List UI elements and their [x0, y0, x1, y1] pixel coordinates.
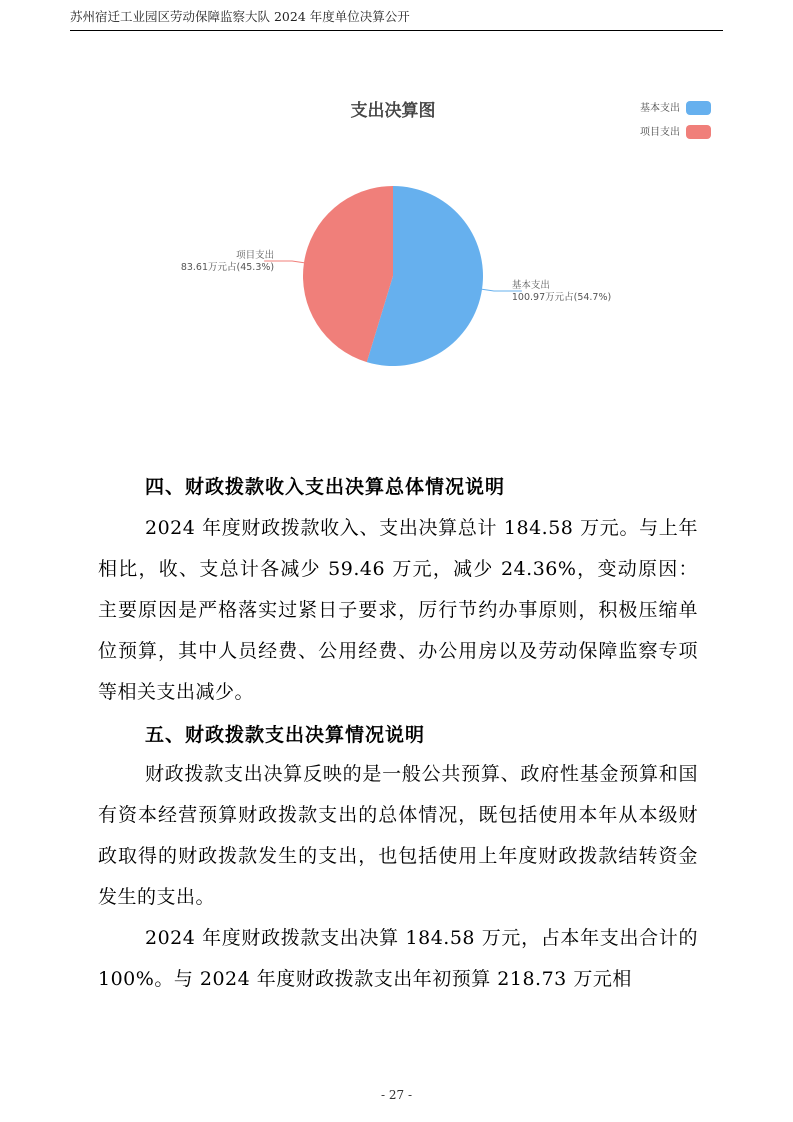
pie-label-name-1: 基本支出 — [511, 280, 550, 292]
expenditure-pie-chart — [0, 0, 793, 440]
legend-label-1: 基本支出 — [640, 103, 680, 114]
section-5-title: 五、财政拨款支出决算情况说明 — [145, 724, 426, 746]
page-number: - 27 - — [380, 1088, 412, 1102]
pie-slices — [303, 186, 483, 366]
section-4-paragraph: 2024 年度财政拨款收入、支出决算总计 184.58 万元。与上年相比，收、支总计各减少 59.46 万元，减少 24.36%，变动原因：主要原因是严格落实过紧日子要求，厉行节约办事原则，积极压缩单位预算，其中人员经费、公用经费、办公用房以及劳动保障监察专项等相关支出减少。 — [98, 517, 698, 703]
chart-title: 支出决算图 — [350, 101, 436, 121]
legend-label-2: 项目支出 — [640, 127, 680, 138]
section-5-paragraph-2: 2024 年度财政拨款支出决算 184.58 万元，占本年支出合计的 100%。与 2024 年度财政拨款支出年初预算 218.73 万元相 — [98, 927, 698, 990]
pie-label-value-1: 100.97万元占(54.7%) — [511, 292, 612, 304]
legend-swatch-1 — [686, 101, 711, 115]
legend-swatch-2 — [686, 125, 711, 139]
section-5-paragraph-1: 财政拨款支出决算反映的是一般公共预算、政府性基金预算和国有资本经营预算财政拨款支出的总体情况，既包括使用本年从本级财政取得的财政拨款发生的支出，也包括使用上年度财政拨款结转资金发生的支出。 — [98, 763, 698, 908]
section-4-title: 四、财政拨款收入支出决算总体情况说明 — [145, 476, 506, 498]
pie-label-value-2: 83.61万元占(45.3%) — [180, 261, 275, 273]
pie-label-name-2: 项目支出 — [236, 249, 275, 261]
page-header: 苏州宿迁工业园区劳动保障监察大队 2024 年度单位决算公开 — [70, 8, 723, 31]
chart-legend — [640, 101, 711, 139]
